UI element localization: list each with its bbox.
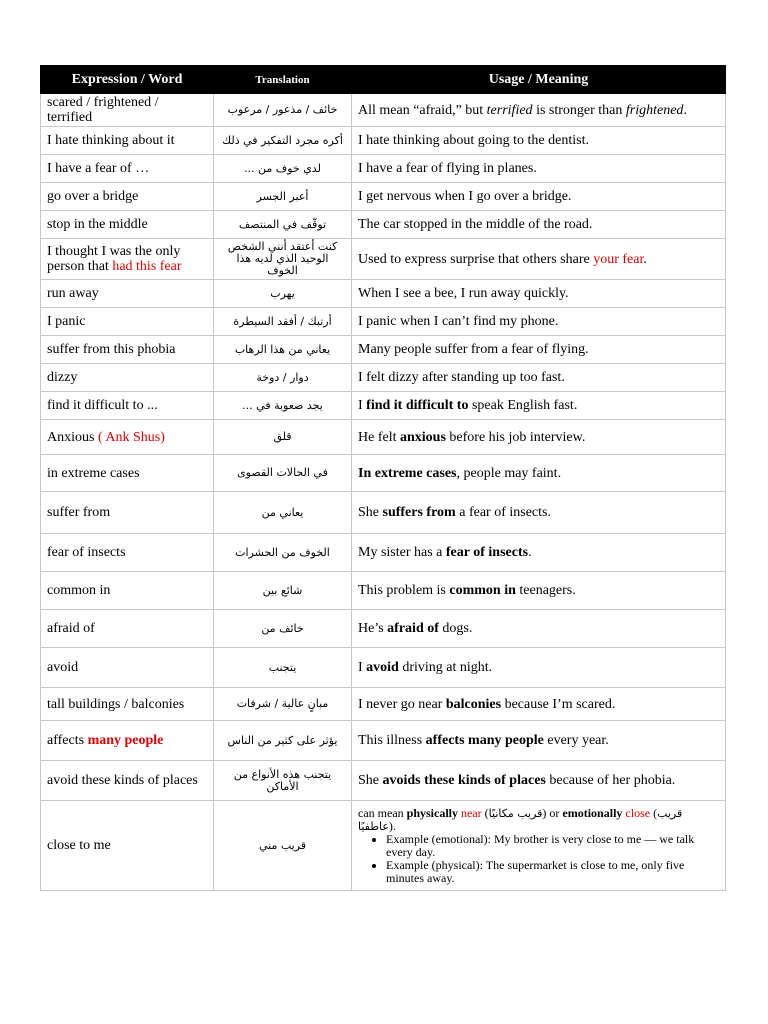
text-run: is stronger than (532, 102, 626, 118)
text-run: avoid (366, 660, 399, 675)
text-run: I have a fear of flying in planes. (358, 161, 537, 176)
text-run: find it difficult to (366, 398, 469, 413)
translation-cell: دوار / دوخة (214, 364, 352, 392)
expression-cell: in extreme cases (41, 455, 214, 492)
translation-cell: يعاني من (214, 492, 352, 534)
text-run: emotionally (562, 805, 623, 820)
text-run: ( (650, 805, 658, 820)
table-row (41, 721, 726, 761)
usage-cell (352, 801, 726, 891)
text-run: anxious (399, 429, 446, 445)
table-row (41, 308, 726, 336)
header-translation: Translation (214, 66, 352, 94)
text-run: My sister has a (358, 545, 446, 560)
translation-cell: الخوف من الحشرات (214, 534, 352, 572)
translation-cell: يجد صعوبة في ... (214, 392, 352, 420)
table-row (41, 761, 726, 801)
text-run: He felt (358, 429, 400, 445)
text-run: many people (87, 733, 164, 748)
text-run: Used to express surprise that others share (358, 251, 594, 267)
text-run: close (625, 805, 651, 820)
text-run: Anxious (47, 429, 98, 445)
text-run: had this fear (112, 259, 182, 274)
text-run: affects many people (425, 733, 544, 748)
translation-cell: أرتبك / أفقد السيطرة (214, 308, 352, 336)
translation-cell: يهرب (214, 280, 352, 308)
text-run: I hate thinking about going to the dentist. (358, 133, 589, 148)
table-row (41, 492, 726, 534)
table-row (41, 688, 726, 721)
table-row (41, 420, 726, 455)
translation-cell: قريب مني (214, 801, 352, 891)
expression-cell (41, 420, 214, 455)
text-run: This illness (358, 733, 426, 748)
text-run: I panic when I can’t find my phone. (358, 314, 559, 329)
text-run: All mean “afraid,” but (358, 102, 487, 118)
example-list (358, 833, 719, 885)
text-run: ) or (542, 805, 563, 820)
usage-cell (352, 155, 726, 183)
text-run: قريب مكانيًا (488, 806, 543, 820)
text-run: When I see a bee, I run away quickly. (358, 286, 569, 301)
usage-cell (352, 534, 726, 572)
translation-cell: في الحالات القصوى (214, 455, 352, 492)
expression-cell: I hate thinking about it (41, 127, 214, 155)
text-run: He’s (358, 621, 388, 636)
text-run: driving at night. (398, 660, 493, 675)
text-run: She (358, 773, 383, 788)
table-header-row (41, 66, 726, 94)
expression-cell: dizzy (41, 364, 214, 392)
table-row (41, 280, 726, 308)
text-run: terrified (486, 102, 533, 118)
translation-cell: شائع بين (214, 572, 352, 610)
table-row (41, 572, 726, 610)
text-run: dogs. (438, 621, 473, 636)
text-run: . (683, 102, 687, 118)
translation-cell: خائف من (214, 610, 352, 648)
text-run: frightened (625, 102, 684, 118)
text-run: can mean (358, 805, 407, 820)
table-row (41, 534, 726, 572)
usage-cell (352, 392, 726, 420)
text-run: because I’m scared. (501, 696, 616, 712)
usage-cell (352, 761, 726, 801)
expression-cell: afraid of (41, 610, 214, 648)
text-run: I thought I was the only person that (47, 244, 181, 274)
usage-cell (352, 420, 726, 455)
expression-cell: scared / frightened / terrified (41, 94, 214, 127)
usage-cell (352, 721, 726, 761)
expression-cell: fear of insects (41, 534, 214, 572)
text-run: In extreme cases (358, 465, 457, 481)
table-row (41, 127, 726, 155)
header-usage: Usage / Meaning (352, 66, 726, 94)
translation-cell: مبانٍ عالية / شرفات (214, 688, 352, 721)
table-row (41, 155, 726, 183)
text-run: ). (388, 818, 396, 833)
usage-cell (352, 610, 726, 648)
text-run: balconies (445, 696, 502, 712)
text-run: قريب عاطفيًا (358, 806, 683, 833)
usage-cell (352, 492, 726, 534)
expression-cell: avoid (41, 648, 214, 688)
text-run: Many people suffer from a fear of flying. (358, 342, 589, 357)
example-item: • Example (physical): The supermarket is close to me, only five minutes away. (386, 859, 719, 885)
expression-cell: find it difficult to ... (41, 392, 214, 420)
text-run: teenagers. (515, 583, 576, 598)
text-run: common in (449, 583, 516, 598)
text-run: . (643, 251, 647, 267)
expression-cell: stop in the middle (41, 211, 214, 239)
table-row (41, 648, 726, 688)
text-run: suffers from (382, 505, 456, 520)
translation-cell: يتجنب هذه الأنواع من الأماكن (214, 761, 352, 801)
text-run: your fear (593, 251, 644, 267)
table-row (41, 336, 726, 364)
text-run: She (358, 505, 383, 520)
vocabulary-table (40, 65, 726, 891)
header-expression: Expression / Word (41, 66, 214, 94)
text-run: I (358, 398, 367, 413)
text-run: affects (47, 733, 88, 748)
text-run: a fear of insects. (455, 505, 551, 520)
example-item: • Example (emotional): My brother is very close to me — we talk every day. (386, 833, 719, 859)
text-run: ( Ank Shus) (97, 429, 165, 445)
table-row (41, 455, 726, 492)
translation-cell: خائف / مذعور / مرعوب (214, 94, 352, 127)
table-row (41, 364, 726, 392)
translation-cell: يؤثر على كثير من الناس (214, 721, 352, 761)
usage-cell (352, 688, 726, 721)
text-run: every year. (543, 733, 609, 748)
translation-cell: توقّف في المنتصف (214, 211, 352, 239)
text-run: I get nervous when I go over a bridge. (358, 189, 572, 204)
text-run: speak English fast. (468, 398, 578, 413)
usage-cell (352, 183, 726, 211)
expression-cell: go over a bridge (41, 183, 214, 211)
usage-intro (358, 807, 719, 833)
usage-cell (352, 280, 726, 308)
translation-cell: يعاني من هذا الرهاب (214, 336, 352, 364)
usage-cell (352, 336, 726, 364)
text-run: , people may faint. (456, 465, 562, 481)
text-run: fear of insects (445, 545, 529, 560)
translation-cell: يتجنب (214, 648, 352, 688)
expression-cell: tall buildings / balconies (41, 688, 214, 721)
text-run: The car stopped in the middle of the road. (358, 217, 593, 232)
translation-cell: قلق (214, 420, 352, 455)
expression-cell: avoid these kinds of places (41, 761, 214, 801)
expression-cell: run away (41, 280, 214, 308)
translation-cell: لدي خوف من ... (214, 155, 352, 183)
expression-cell: suffer from this phobia (41, 336, 214, 364)
text-run: This problem is (358, 583, 450, 598)
text-run: because of her phobia. (545, 773, 676, 788)
table-row (41, 610, 726, 648)
translation-cell: أعبر الجسر (214, 183, 352, 211)
expression-cell: close to me (41, 801, 214, 891)
text-run: I never go near (358, 696, 446, 712)
expression-cell: suffer from (41, 492, 214, 534)
usage-cell (352, 308, 726, 336)
table-row (41, 239, 726, 280)
text-run: physically (406, 805, 458, 820)
usage-cell (352, 94, 726, 127)
text-run: I (358, 660, 367, 675)
table-row (41, 94, 726, 127)
usage-cell (352, 211, 726, 239)
translation-cell: أكره مجرد التفكير في ذلك (214, 127, 352, 155)
usage-cell (352, 455, 726, 492)
table-row (41, 801, 726, 891)
expression-cell: I panic (41, 308, 214, 336)
table-row (41, 392, 726, 420)
text-run: avoids these kinds of places (382, 773, 546, 788)
expression-cell (41, 239, 214, 280)
text-run: . (528, 545, 532, 560)
text-run: near (461, 805, 482, 820)
usage-cell (352, 648, 726, 688)
usage-cell (352, 239, 726, 280)
text-run: I felt dizzy after standing up too fast. (358, 370, 565, 385)
expression-cell (41, 721, 214, 761)
usage-cell (352, 572, 726, 610)
translation-cell: كنت أعتقد أنني الشخص الوحيد الذي لديه هذا الخوف (214, 239, 352, 280)
usage-cell (352, 127, 726, 155)
expression-cell: I have a fear of … (41, 155, 214, 183)
usage-cell (352, 364, 726, 392)
text-run: afraid of (387, 621, 439, 636)
table-row (41, 183, 726, 211)
text-run: before his job interview. (445, 429, 586, 445)
text-run: ( (481, 805, 489, 820)
table-row (41, 211, 726, 239)
expression-cell: common in (41, 572, 214, 610)
